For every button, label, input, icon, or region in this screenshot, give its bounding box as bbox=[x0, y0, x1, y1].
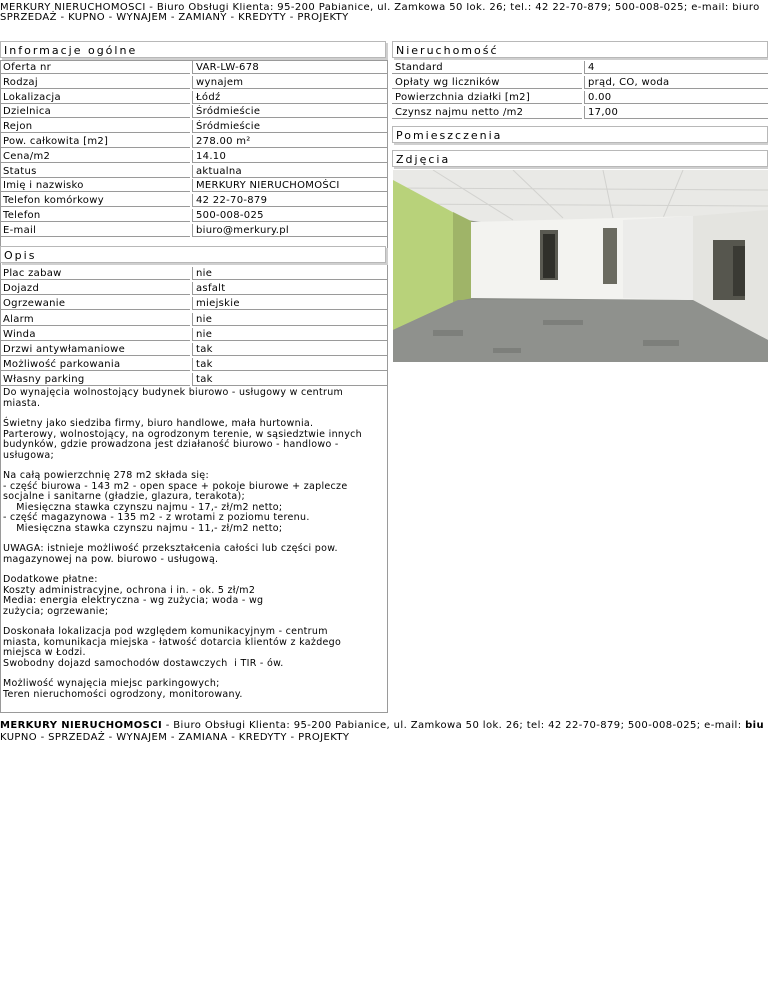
description-paragraph: Dodatkowe płatne: Koszty administracyjne, ochrona i in. - ok. 5 zł/m2 Media: energia elektryczna - wg zużycia; woda - wg zużycia; ogrzewanie; bbox=[3, 574, 264, 617]
row-label: Dojazd bbox=[0, 282, 190, 295]
table-row bbox=[0, 267, 388, 282]
row-value: 42 22-70-879 bbox=[192, 194, 388, 207]
row-label: Standard bbox=[392, 61, 582, 74]
description-paragraph: Świetny jako siedziba firmy, biuro handlowe, mała hurtownia. Parterowy, wolnostojący, na ogrodzonym terenie, w sąsiedztwie innych budynków, gdzie prowadzona jest działaność biurowo - handlowo - usługowa; bbox=[3, 418, 362, 461]
table-row bbox=[0, 150, 388, 165]
row-value: 17,00 bbox=[584, 106, 768, 119]
row-label: Imię i nazwisko bbox=[0, 179, 190, 192]
row-value: nie bbox=[192, 313, 388, 326]
footer-contact-line bbox=[0, 720, 768, 732]
table-row bbox=[392, 106, 768, 121]
section-title-nieruchomosc: Nieruchomość bbox=[392, 41, 768, 58]
table-row bbox=[0, 165, 388, 180]
section-title-informacje: Informacje ogólne bbox=[0, 41, 386, 58]
row-label: Winda bbox=[0, 328, 190, 341]
row-label: Własny parking bbox=[0, 373, 190, 386]
offer-description bbox=[3, 388, 383, 710]
table-row bbox=[0, 120, 388, 135]
row-value: aktualna bbox=[192, 165, 388, 178]
row-label: Czynsz najmu netto /m2 bbox=[392, 106, 582, 119]
table-row bbox=[0, 358, 388, 373]
row-label: Alarm bbox=[0, 313, 190, 326]
footer-email[interactable]: biu bbox=[745, 720, 764, 731]
description-paragraph: Możliwość wynajęcia miejsc parkingowych; Teren nieruchomości ogrodzony, monitorowany. bbox=[3, 678, 243, 700]
table-row bbox=[0, 343, 388, 358]
table-row bbox=[0, 209, 388, 224]
row-value: biuro@merkury.pl bbox=[192, 224, 388, 237]
page-footer bbox=[0, 720, 768, 744]
row-value: tak bbox=[192, 373, 388, 386]
row-label: Dzielnica bbox=[0, 105, 190, 118]
row-label: Telefon komórkowy bbox=[0, 194, 190, 207]
row-value: nie bbox=[192, 328, 388, 341]
table-row bbox=[0, 313, 388, 328]
table-row bbox=[0, 91, 388, 106]
row-label: Pow. całkowita [m2] bbox=[0, 135, 190, 148]
section-title-zdjecia: Zdjęcia bbox=[392, 150, 768, 167]
row-value: Śródmieście bbox=[192, 120, 388, 133]
table-row bbox=[0, 61, 388, 76]
row-value: asfalt bbox=[192, 282, 388, 295]
table-row bbox=[392, 61, 768, 76]
informacje-table bbox=[0, 61, 388, 239]
row-value: 500-008-025 bbox=[192, 209, 388, 222]
row-label: Drzwi antywłamaniowe bbox=[0, 343, 190, 356]
row-label: Telefon bbox=[0, 209, 190, 222]
table-row bbox=[0, 194, 388, 209]
row-label: Cena/m2 bbox=[0, 150, 190, 163]
footer-brand: MERKURY NIERUCHOMOŚCI bbox=[0, 720, 163, 731]
row-label: Oferta nr bbox=[0, 61, 190, 74]
row-value: Śródmieście bbox=[192, 105, 388, 118]
header-contact-line: MERKURY NIERUCHOMOŚCI - Biuro Obsługi Klienta: 95-200 Pabianice, ul. Zamkowa 50 lok. 26; tel.: 42 22-70-879; 500-008-025; e-mail: biuro bbox=[0, 3, 760, 13]
row-value: MERKURY NIERUCHOMOŚCI bbox=[192, 179, 388, 192]
description-paragraph: Doskonała lokalizacja pod względem komunikacyjnym - centrum miasta, komunikacja miejska - łatwość dotarcia klientów z każdego miejsca w Łodzi. Swobodny dojazd samochodów dostawczych i TIR - ów. bbox=[3, 626, 342, 669]
table-row bbox=[0, 297, 388, 312]
row-value: 0.00 bbox=[584, 91, 768, 104]
row-value: tak bbox=[192, 358, 388, 371]
row-label: E-mail bbox=[0, 224, 190, 237]
table-row bbox=[0, 282, 388, 297]
nieruchomosc-table bbox=[392, 61, 768, 121]
row-label: Lokalizacja bbox=[0, 91, 190, 104]
table-row bbox=[0, 328, 388, 343]
row-label: Rodzaj bbox=[0, 76, 190, 89]
table-row bbox=[0, 135, 388, 150]
row-label: Plac zabaw bbox=[0, 267, 190, 280]
table-row bbox=[392, 76, 768, 91]
header-services-line: SPRZEDAŻ - KUPNO - WYNAJEM - ZAMIANY - KREDYTY - PROJEKTY bbox=[0, 12, 349, 23]
row-label: Status bbox=[0, 165, 190, 178]
row-label: Możliwość parkowania bbox=[0, 358, 190, 371]
footer-contact-text: - Biuro Obsługi Klienta: 95-200 Pabianice, ul. Zamkowa 50 lok. 26; tel: 42 22-70-879; 500-008-025; e-mail: bbox=[162, 720, 746, 731]
page-header bbox=[0, 3, 768, 23]
section-title-pomieszczenia: Pomieszczenia bbox=[392, 126, 768, 143]
opis-table bbox=[0, 267, 388, 389]
table-row bbox=[0, 224, 388, 239]
row-value: VAR-LW-678 bbox=[192, 61, 388, 74]
row-label: Powierzchnia działki [m2] bbox=[392, 91, 582, 104]
property-photo[interactable] bbox=[393, 170, 768, 362]
row-value: 4 bbox=[584, 61, 768, 74]
row-label: Ogrzewanie bbox=[0, 297, 190, 310]
row-label: Rejon bbox=[0, 120, 190, 133]
row-label: Opłaty wg liczników bbox=[392, 76, 582, 89]
row-value: 14.10 bbox=[192, 150, 388, 163]
row-value: tak bbox=[192, 343, 388, 356]
row-value: 278.00 m² bbox=[192, 135, 388, 148]
table-row bbox=[0, 179, 388, 194]
row-value: miejskie bbox=[192, 297, 388, 310]
table-row bbox=[0, 76, 388, 91]
footer-services-line: KUPNO - SPRZEDAŻ - WYNAJEM - ZAMIANA - KREDYTY - PROJEKTY bbox=[0, 732, 350, 743]
row-value: Łódź bbox=[192, 91, 388, 104]
row-value: prąd, CO, woda bbox=[584, 76, 768, 89]
office-interior-image bbox=[393, 170, 768, 362]
table-row bbox=[0, 105, 388, 120]
description-paragraph: Do wynajęcia wolnostojący budynek biurowo - usługowy w centrum miasta. bbox=[3, 387, 344, 409]
section-title-opis: Opis bbox=[0, 246, 386, 263]
description-paragraph: UWAGA: istnieje możliwość przekształcenia całości lub części pow. magazynowej na pow. biurowo - usługową. bbox=[3, 543, 338, 565]
description-paragraph: Na całą powierzchnię 278 m2 składa się: - część biurowa - 143 m2 - open space + pokoje biurowe + zaplecze socjalne i sanitarne (gładzie, glazura, terakota); Miesięczna stawka czynszu najmu - 17,- zł/m2 netto; - część magazynowa - 135 m2 - z wrotami z poziomu terenu. Miesięczna stawka czynszu najmu - 11,- zł/m2 netto; bbox=[3, 470, 348, 534]
table-row bbox=[392, 91, 768, 106]
row-value: nie bbox=[192, 267, 388, 280]
row-value: wynajem bbox=[192, 76, 388, 89]
